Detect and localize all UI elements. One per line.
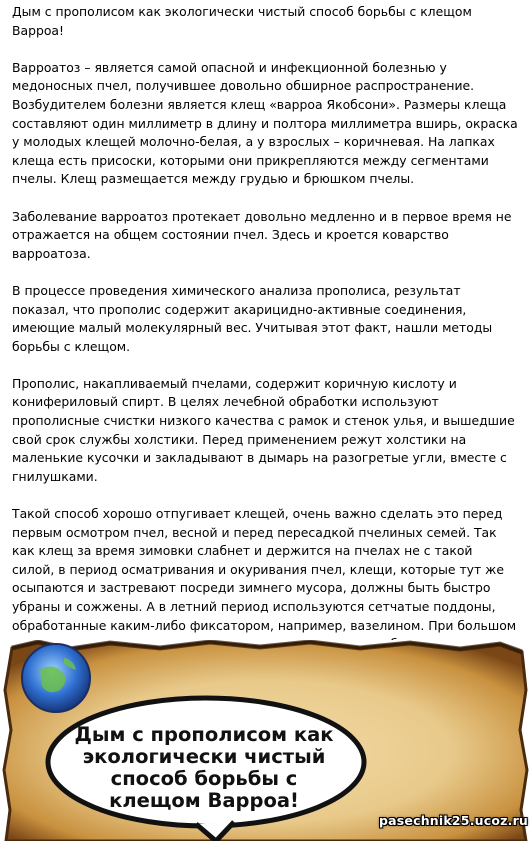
article-banner-image (0, 640, 530, 841)
paragraph-propolis-composition: Прополис, накапливаемый пчелами, содержит коричную кислоту и конифериловый спирт. В целях лечебной обработки используют прополисные счистки низкого качества с рамок и стенок улья, и вышедшие свой срок службы холстики. Перед применением режут холстики на маленькие кусочки и закладывают в дымарь на разогретые угли, вместе с гнилушками. (12, 375, 515, 484)
paragraph-chemical-analysis: В процессе проведения химического анализа прополиса, результат показал, что прополис содержит акарицидно-активные соединения, имеющие малый молекулярный вес. Учитывая этот факт, нашли методы борьбы с клещом. (12, 282, 493, 354)
paragraph-disease-course: Заболевание варроатоз протекает довольно медленно и в первое время не отражается на общем состоянии пчел. Здесь и кроется коварство варроатоза. (12, 208, 512, 261)
paragraph-varroatosis-definition: Варроатоз – является самой опасной и инфекционной болезнью у медоносных пчел, получившее довольно обширное распространение. Возбудителем болезни является клещ «варроа Якобсони». Размеры клеща составляют один миллиметр в длину и полтора миллиметра вширь, окраска у молодых клещей молочно-белая, а у взрослых – коричневая. На лапках клеща есть присоски, которыми они прикрепляются между сегментами пчелы. Клещ размещается между грудью и брюшком пчелы. (12, 59, 518, 187)
post-title: Дым с прополисом как экологически чистый способ борьбы с клещом Варроа! (12, 4, 472, 38)
site-watermark: pasechnik25.ucoz.ru (379, 813, 529, 828)
banner-headline: Дым с прополисом как экологически чистый способ борьбы с клещом Варроа! (74, 723, 334, 812)
paragraph-method-usage: Такой способ хорошо отпугивает клещей, очень важно сделать это перед первым осмотром пчел, весной и перед пересадкой пчелиных семей. Так как клещ за время зимовки слабнет и держится на пчелах не с такой силой, в период осматривания и окуривания пчел, клещи, которые тут же осыпаются и застревают посреди зимнего мусора, должны быть быстро убраны и сожжены. А в летний период используются сетчатые поддоны, обработанные каким-либо фиксатором, например, вазелином. При большом (12, 506, 517, 633)
